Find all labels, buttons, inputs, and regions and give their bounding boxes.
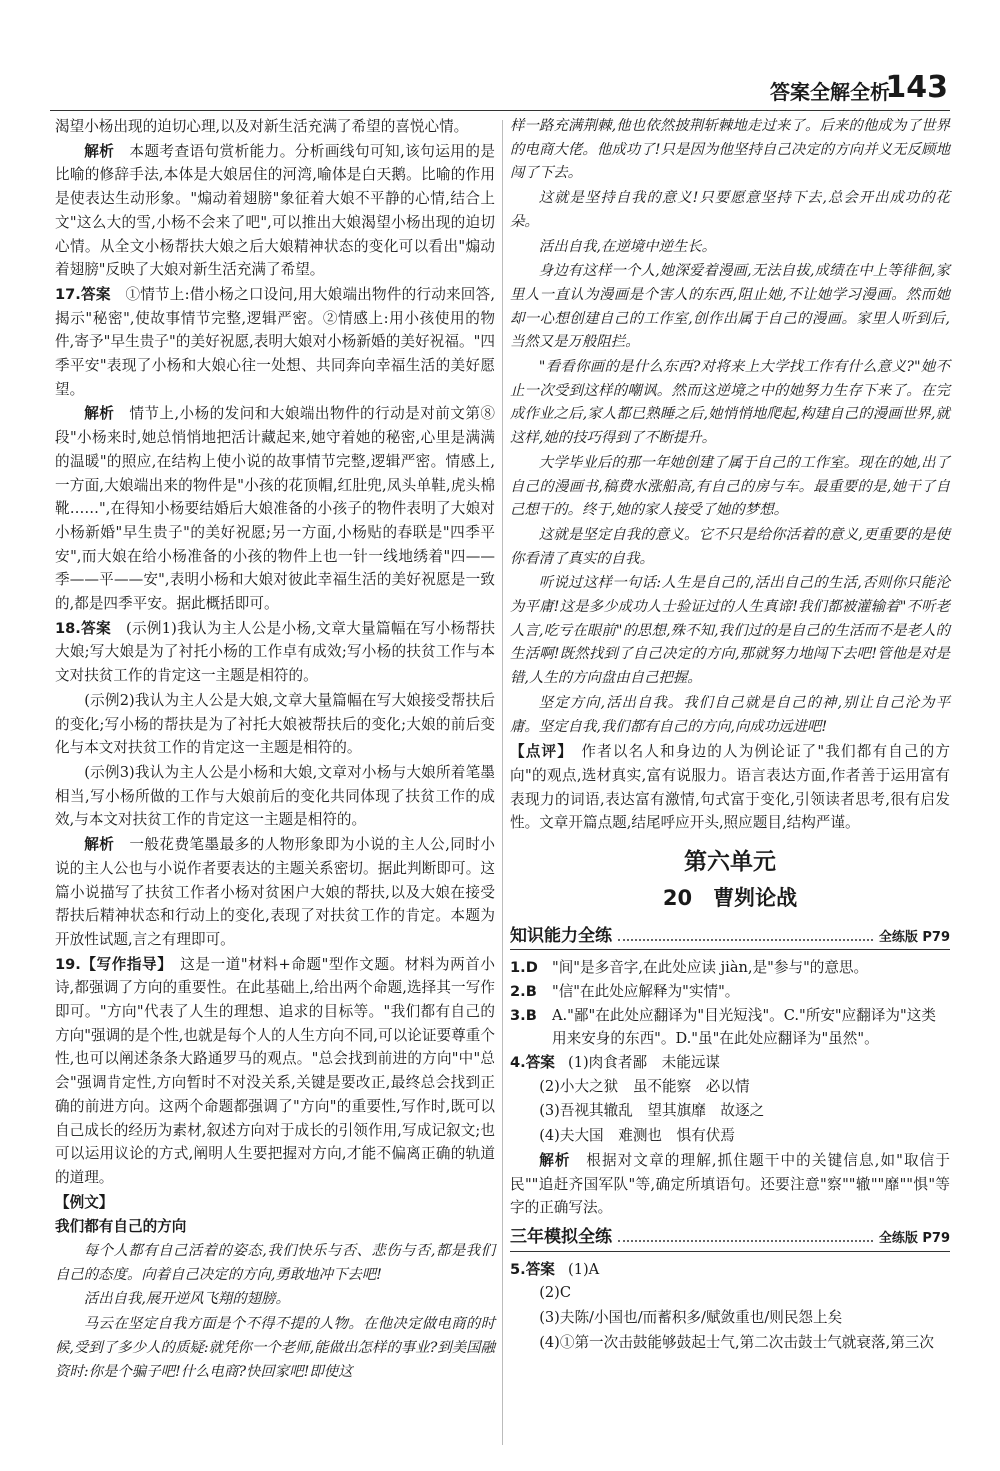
section-header-knowledge xyxy=(510,925,950,951)
analysis-tag: 解析 xyxy=(84,836,115,854)
header-title: 答案全解全析 xyxy=(770,80,890,104)
q19-guide-text: 这是一道"材料+命题"型作文题。材料为两首小诗,都强调了方向的重要性。在此基础上,给出两个命题,选择其一写作即可。"方向"代表了人生的理想、追求的目标等。"我们都有自己的方向"强调的是个性,也就是每个人的人生方向不同,可以论证要尊重个性,也可以阐述条条大路通罗马的观点。"总会找到前进的方向"中"总会"强调肯定性,方向暂时不对没关系,关键是要改正,最终总会找到正确的前进方向。这两个命题都强调了"方向"的重要性,写作时,既可以自己成长的经历为素材,叙述方向对于成长的引领作用,写成记叙文;也可以运用议论的方式,阐明人生要把握对方向,才能不偏离正确的轨道的道理。 xyxy=(55,955,496,1186)
analysis-tag: 解析 xyxy=(84,405,115,423)
q17-analysis-text: 情节上,小杨的发问和大娘端出物件的行动是对前文第⑧段"小杨来时,她总悄悄地把活计藏起来,她守着她的秘密,心里是满满的温暖"的照应,在结构上使小说的故事情节完整,逻辑严密。情感上,一方面,大娘端出来的物件是"小孩的花顶帽,红肚兜,凤头单鞋,虎头棉靴……",在得知小杨要结婚后大娘准备的小孩子的物件表明了大娘对小杨新婚"早生贵子"的美好祝愿;另一方面,小杨贴的春联是"四季平安",而大娘在给小杨准备的小孩的物件上也一针一线地绣着"四——季——平——安",表明小杨和大娘对彼此幸福生活的美好祝愿是一致的,都是四季平安。据此概括即可。 xyxy=(55,405,495,613)
section-name: 三年模拟全练 xyxy=(510,1226,612,1247)
essay-paragraph: 每个人都有自己活着的姿态,我们快乐与否、悲伤与否,都是我们自己的态度。向着自己决定的方向,勇敢地冲下去吧! xyxy=(55,1243,495,1283)
q18-answer xyxy=(55,617,495,688)
answer-line: (4)①第一次击鼓能够鼓起士气,第二次击鼓士气就衰落,第三次 xyxy=(539,1333,934,1351)
essay-paragraph: 样一路充满荆棘,他也依然披荆斩棘地走过来了。后来的他成为了世界的电商大佬。他成功了!只是因为他坚持自己决定的方向并义无反顾地闯了下去。 xyxy=(510,118,950,182)
section-reference: 全练版 P79 xyxy=(878,1230,950,1246)
q18-analysis-text: 一般花费笔墨最多的人物形象即为小说的主人公,同时小说的主人公也与小说作者要表达的主题关系密切。据此判断即可。这篇小说描写了扶贫工作者小杨对贫困户大娘的帮扶,以及大娘在接受帮扶后精神状态和行动上的变化,表现了对扶贫工作的肯定。本题为开放性试题,言之有理即可。 xyxy=(55,836,495,948)
lesson-title: 20 曹刿论战 xyxy=(662,885,798,910)
analysis-tag: 解析 xyxy=(539,1151,571,1169)
q4-analysis xyxy=(510,1149,950,1220)
answer-row xyxy=(510,1004,950,1051)
answer-text: (1)A xyxy=(568,1260,600,1278)
page-header xyxy=(0,70,1000,110)
q17-answer xyxy=(55,283,495,402)
left-column xyxy=(55,115,495,1385)
q17-analysis xyxy=(55,402,495,615)
q18-example-3: (示例3)我认为主人公是小杨和大娘,文章对小杨与大娘所着笔墨相当,写小杨所做的工作与大娘前后的变化共同体现了扶贫工作的成效,与本文对扶贫工作的肯定这一主题是相符的。 xyxy=(55,763,495,829)
essay-title: 我们都有自己的方向 xyxy=(55,1218,187,1236)
answer-number: 5.答案 xyxy=(510,1260,555,1278)
section-leader xyxy=(618,1240,873,1242)
essay-paragraph: "看看你画的是什么东西?对将来上大学找工作有什么意义?"她不止一次受到这样的嘲讽。然而这逆境之中的她努力生存下来了。在完成作业之后,家人都已熟睡之后,她悄悄地爬起,构建自己的漫画世界,就这样,她的技巧得到了不断提升。 xyxy=(510,359,950,447)
page-number: 143 xyxy=(885,70,948,105)
comment-text: 作者以名人和身边的人为例论证了"我们都有自己的方向"的观点,选材真实,富有说服力。语言表达方面,作者善于运用富有表现力的词语,表达富有激情,句式富于变化,引领读者思考,很有启发性。文章开篇点题,结尾呼应开头,照应题目,结构严谨。 xyxy=(510,743,950,832)
comment xyxy=(510,740,950,835)
answer-text: "间"是多音字,在此处应读 jiàn,是"参与"的意思。 xyxy=(552,959,869,977)
essay-paragraph: 大学毕业后的那一年她创建了属于自己的工作室。现在的她,出了自己的漫画书,稿费水涨船高,有自己的房与车。最重要的是,她干了自己想干的。终于,她的家人接受了她的梦想。 xyxy=(510,454,950,519)
q18-example-1: (示例1)我认为主人公是小杨,文章大量篇幅在写小杨帮扶大娘;写大娘是为了衬托小杨的工作卓有成效;写小杨的扶贫工作与本文对扶贫工作的肯定这一主题是相符的。 xyxy=(55,619,495,685)
answer-line: (3)吾视其辙乱 望其旗靡 故逐之 xyxy=(539,1102,765,1120)
q16-analysis xyxy=(55,140,495,282)
analysis-tag: 解析 xyxy=(84,142,115,160)
essay-paragraph: 活出自我,在逆境中逆生长。 xyxy=(538,238,717,255)
right-column xyxy=(510,115,950,1355)
answer-number: 1.D xyxy=(510,959,538,977)
answer-number: 3.B xyxy=(510,1006,537,1024)
q18-number: 18.答案 xyxy=(55,619,112,637)
section-reference: 全练版 P79 xyxy=(878,929,950,945)
answer-number: 4.答案 xyxy=(510,1054,555,1072)
q18-analysis xyxy=(55,833,495,952)
essay-paragraph: 身边有这样一个人,她深爱着漫画,无法自拔,成绩在中上等徘徊,家里人一直认为漫画是个害人的东西,阻止她,不让她学习漫画。然而她却一心想创建自己的工作室,创作出属于自己的漫画。家里人听到后,当然又是万般阻拦。 xyxy=(510,263,950,351)
answer-text: A."鄙"在此处应翻译为"目光短浅"。C."所安"应翻译为"这类用来安身的东西"。D."虽"在此处应翻译为"虽然"。 xyxy=(552,1006,936,1048)
section-leader xyxy=(618,939,873,941)
answer-row xyxy=(510,980,950,1004)
essay-paragraph: 活出自我,展开逆风飞翔的翅膀。 xyxy=(83,1291,290,1308)
answer-text: (1)肉食者鄙 未能远谋 xyxy=(568,1054,721,1072)
q18-example-2: (示例2)我认为主人公是大娘,文章大量篇幅在写大娘接受帮扶后的变化;写小杨的帮扶是为了衬托大娘被帮扶后的变化;大娘的前后变化与本文对扶贫工作的肯定这一主题是相符的。 xyxy=(55,691,495,757)
essay-paragraph: 这就是坚持自我的意义!只要愿意坚持下去,总会开出成功的花朵。 xyxy=(510,190,950,230)
q16-analysis-text: 本题考查语句赏析能力。分析画线句可知,该句运用的是比喻的修辞手法,本体是大娘居住的河湾,喻体是白天鹅。比喻的作用是使表达生动形象。"煽动着翅膀"象征着大娘不平静的心情,结合上文"这么大的雪,小杨不会来了吧",可以推出大娘渴望小杨出现的迫切心情。从全文小杨帮扶大娘之后大娘精神状态的变化可以看出"煽动着翅膀"反映了大娘对新生活充满了希望。 xyxy=(55,142,495,279)
section-header-simulation xyxy=(510,1226,950,1252)
q16-tail: 渴望小杨出现的迫切心理,以及对新生活充满了希望的喜悦心情。 xyxy=(55,118,469,135)
essay-paragraph: 坚定方向,活出自我。我们自己就是自己的神,别让自己沦为平庸。坚定自我,我们都有自己的方向,向成功远进吧! xyxy=(510,694,950,735)
comment-tag: 【点评】 xyxy=(510,743,566,761)
q19-guide xyxy=(55,953,495,1190)
example-label: 【例文】 xyxy=(55,1193,114,1211)
writing-guide-tag: 【写作指导】 xyxy=(80,955,166,973)
essay-paragraph: 这就是坚定自我的意义。它不只是给你活着的意义,更重要的是使你看清了真实的自我。 xyxy=(510,526,950,567)
q19-number: 19. xyxy=(55,955,81,973)
essay-paragraph: 马云在坚定自我方面是个不得不提的人物。在他决定做电商的时候,受到了多少人的质疑:就凭你一个老师,能做出怎样的事业?到美国融资时:你是个骗子吧!什么电商?快回家吧!即使这 xyxy=(55,1316,495,1380)
answer-row xyxy=(510,1051,950,1075)
q4-analysis-text: 根据对文章的理解,抓住题干中的关键信息,如"取信于民""追赶齐国军队"等,确定所填语句。还要注意"察""辙""靡""惧"等字的正确写法。 xyxy=(510,1151,950,1217)
essay-paragraph: 听说过这样一句话:人生是自己的,活出自己的生活,否则你只能沦为平庸!这是多少成功人士验证过的人生真谛!我们都被灌输着"不听老人言,吃亏在眼前"的思想,殊不知,我们过的是自己的生活而不是老人的生活啊!既然找到了自己决定的方向,那就努力地闯下去吧!管他是对是错,人生的方向盘由自己把握。 xyxy=(510,575,950,687)
answer-row xyxy=(510,1258,950,1282)
q17-answer-text: ①情节上:借小杨之口设问,用大娘端出物件的行动来回答,揭示"秘密",使故事情节完整,逻辑严密。②情感上:用小孩使用的物件,寄予"早生贵子"的美好祝愿,表明大娘对小杨新婚的美好祝福。"四季平安"表现了小杨和大娘心往一处想、共同奔向幸福生活的美好愿望。 xyxy=(55,285,495,398)
column-divider xyxy=(502,120,503,1445)
section-name: 知识能力全练 xyxy=(510,925,612,946)
unit-title: 第六单元 xyxy=(684,849,776,876)
answer-line: (4)夫大国 难测也 惧有伏焉 xyxy=(539,1127,735,1145)
answer-number: 2.B xyxy=(510,982,537,1000)
answer-row xyxy=(510,956,950,980)
answer-line: (3)夫陈/小国也/而蓄积多/赋敛重也/则民怨上矣 xyxy=(539,1309,843,1327)
answer-text: "信"在此处应解释为"实情"。 xyxy=(552,982,740,1000)
answer-line: (2)小大之狱 虽不能察 必以情 xyxy=(539,1077,750,1095)
answer-line: (2)C xyxy=(539,1284,572,1302)
q17-number: 17.答案 xyxy=(55,285,111,303)
header-rule xyxy=(50,110,950,111)
